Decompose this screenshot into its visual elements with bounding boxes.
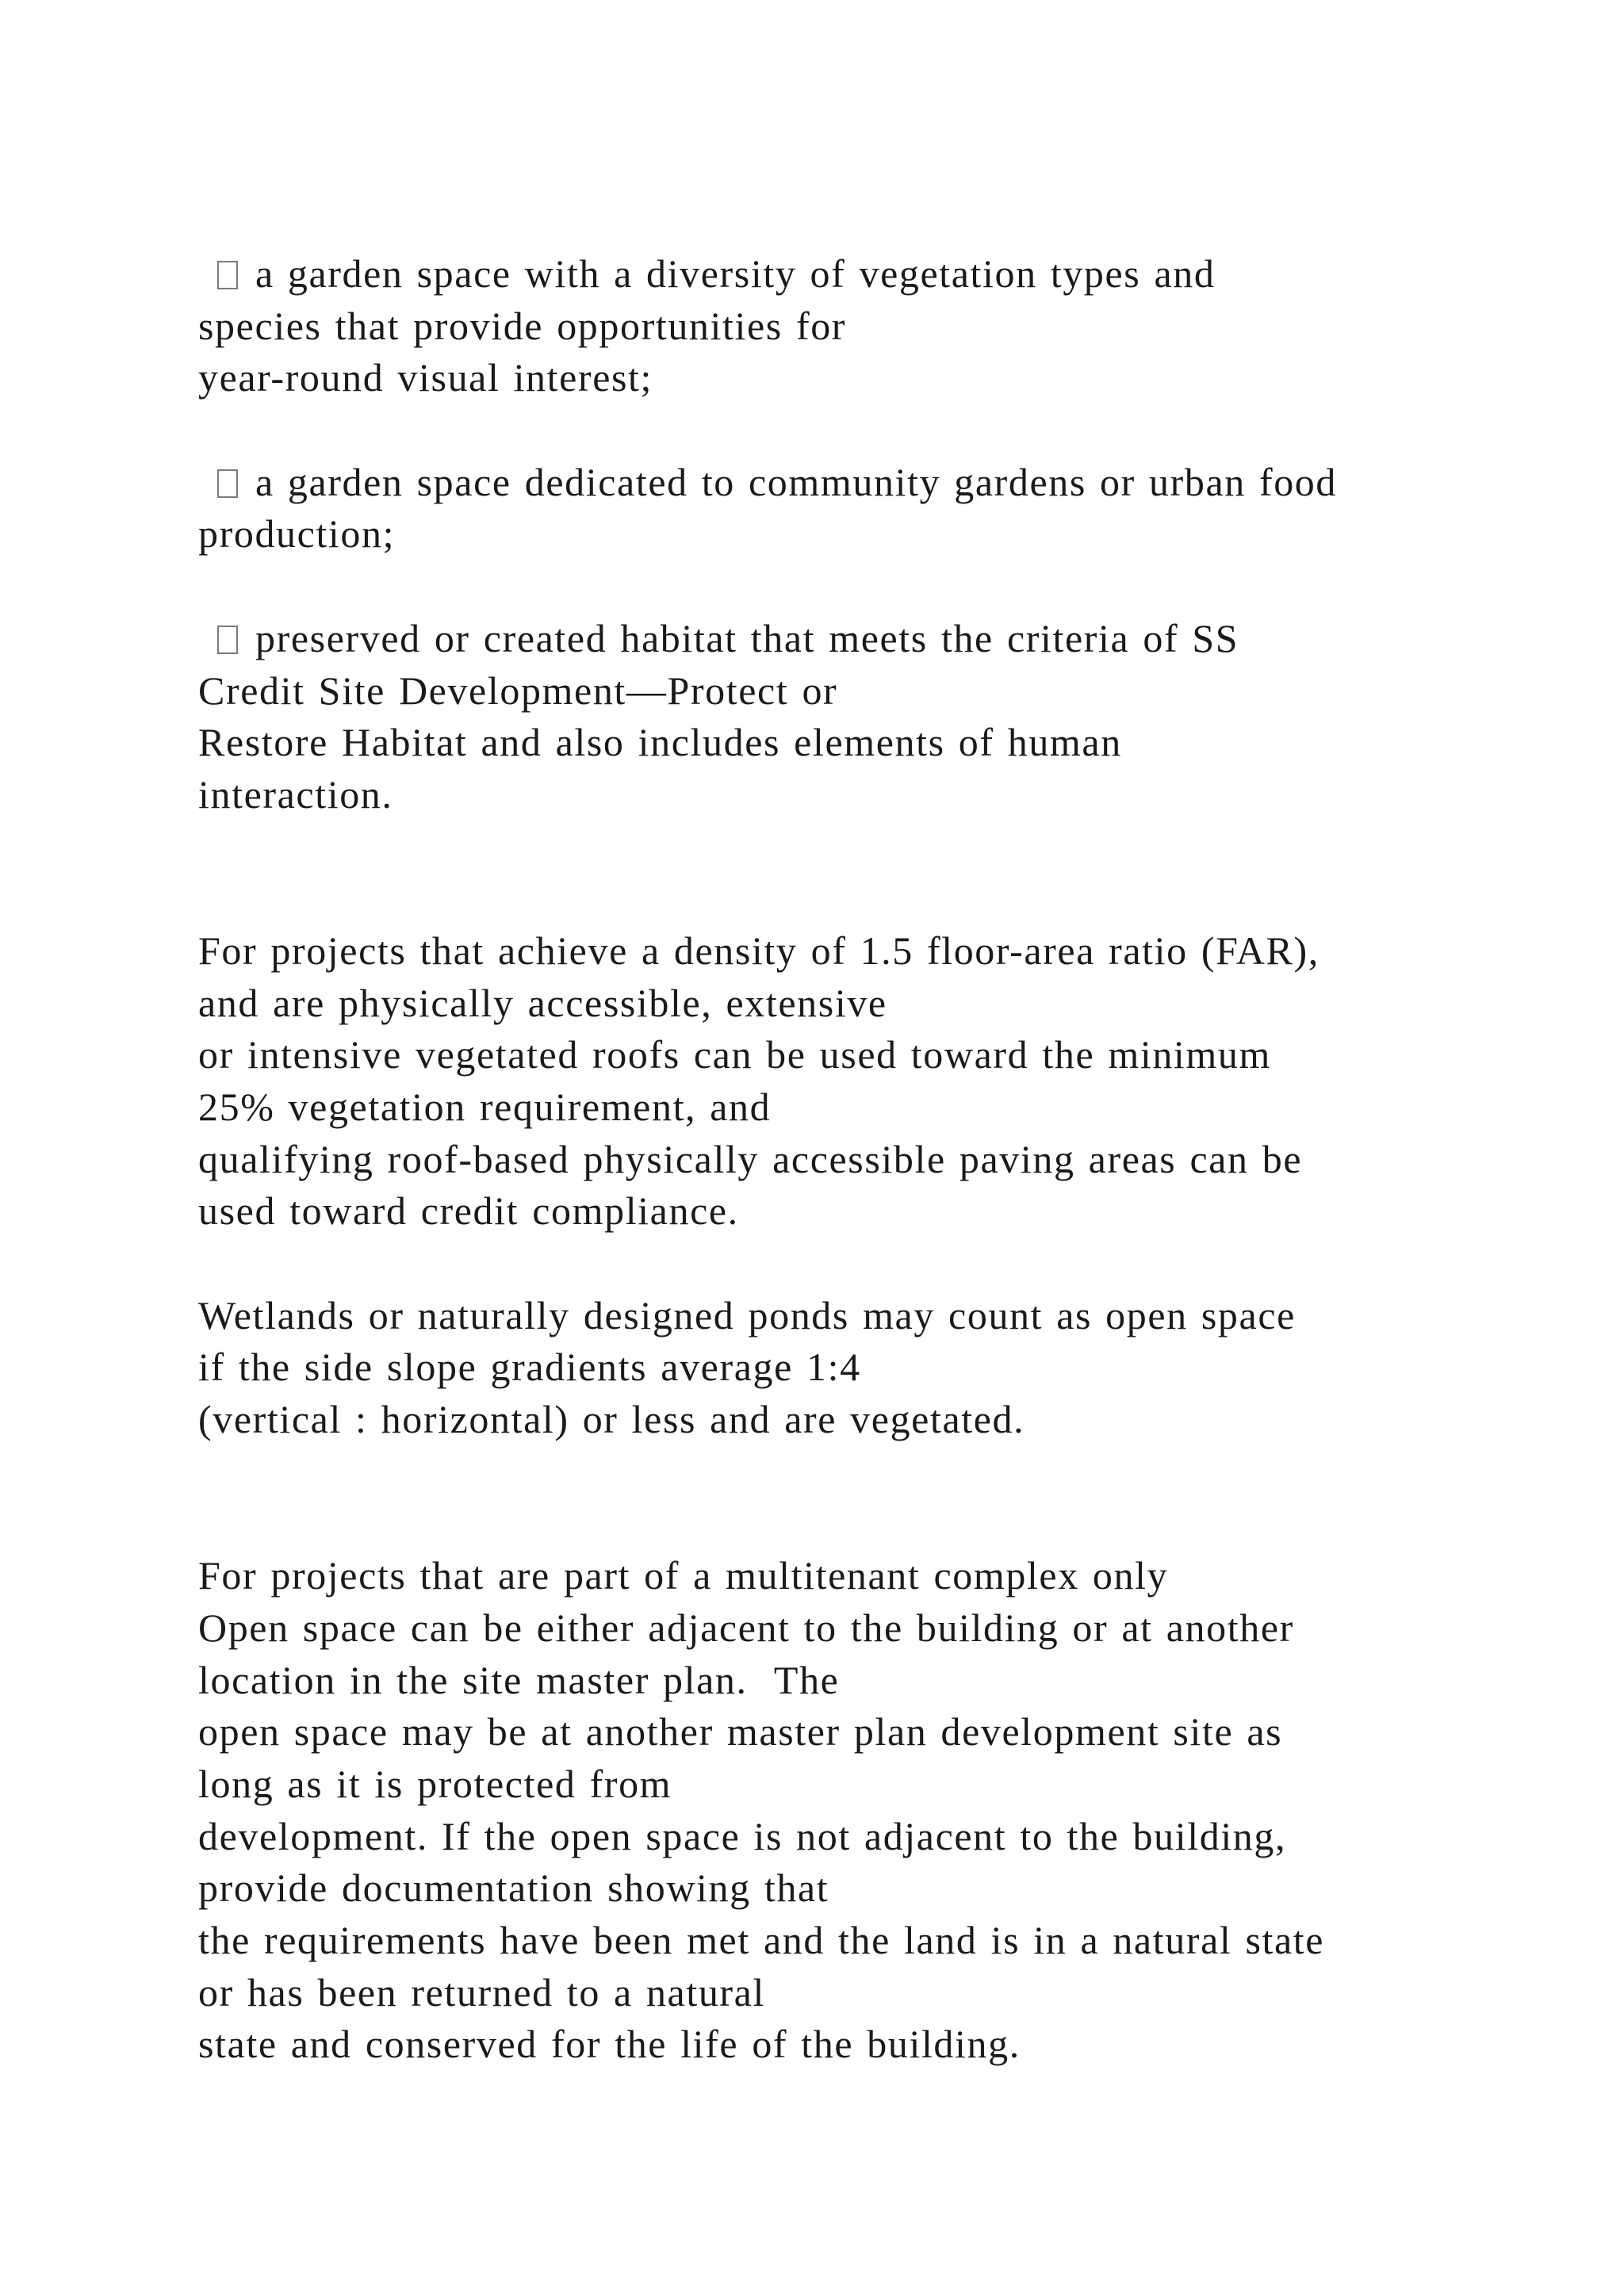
paragraph-multitenant-line-6: development. If the open space is not adjacent to the building, [198, 1813, 1287, 1858]
bullet-3-line-4: interaction. [198, 771, 393, 817]
paragraph-multitenant-line-1: For projects that are part of a multitenant complex only [198, 1553, 1169, 1598]
paragraph-multitenant-line-9: or has been returned to a natural [198, 1969, 765, 2015]
bullet-item-garden-diversity [198, 248, 1530, 404]
bullet-3-line-3: Restore Habitat and also includes elements of human [198, 720, 1122, 765]
paragraph-far-line-2: and are physically accessible, extensive [198, 980, 887, 1025]
bullet-item-community-gardens [198, 457, 1530, 561]
paragraph-wetlands [198, 1290, 1530, 1446]
paragraph-multitenant-line-10: state and conserved for the life of the building. [198, 2022, 1021, 2067]
spacer [198, 1498, 1530, 1551]
bullet-item-habitat [198, 613, 1530, 821]
paragraph-multitenant-line-7: provide documentation showing that [198, 1866, 829, 1911]
bullet-3-line-1: preserved or created habitat that meets the criteria of SS [255, 615, 1239, 660]
bullet-box-icon [217, 626, 238, 654]
bullet-box-icon [217, 469, 238, 498]
document-body [198, 248, 1530, 2071]
spacer [198, 561, 1530, 613]
bullet-1-line-2: species that provide opportunities for [198, 303, 847, 348]
paragraph-multitenant-line-8: the requirements have been met and the land is in a natural state [198, 1918, 1325, 1962]
bullet-1-line-1: a garden space with a diversity of vegetation types and [255, 251, 1216, 296]
bullet-1-line-3: year-round visual interest; [198, 355, 653, 400]
paragraph-wetlands-line-3: (vertical : horizontal) or less and are vegetated. [198, 1397, 1025, 1442]
paragraph-multitenant [198, 1550, 1530, 2071]
spacer [198, 873, 1530, 925]
paragraph-multitenant-line-3: location in the site master plan. The [198, 1657, 840, 1702]
paragraph-multitenant-line-2: Open space can be either adjacent to the building or at another [198, 1605, 1294, 1650]
paragraph-far-line-6: used toward credit compliance. [198, 1188, 739, 1234]
spacer [198, 1446, 1530, 1498]
bullet-box-icon [217, 261, 238, 289]
paragraph-far-line-3: or intensive vegetated roofs can be used toward the minimum [198, 1032, 1271, 1077]
paragraph-wetlands-line-1: Wetlands or naturally designed ponds may count as open space [198, 1292, 1296, 1337]
bullet-3-line-2: Credit Site Development—Protect or [198, 668, 838, 713]
paragraph-far-line-1: For projects that achieve a density of 1.5 floor-area ratio (FAR), [198, 928, 1320, 973]
bullet-2-line-2: production; [198, 511, 396, 557]
paragraph-far-line-4: 25% vegetation requirement, and [198, 1085, 772, 1129]
paragraph-wetlands-line-2: if the side slope gradients average 1:4 [198, 1345, 861, 1390]
paragraph-multitenant-line-5: long as it is protected from [198, 1761, 672, 1806]
bullet-2-line-1: a garden space dedicated to community gardens or urban food [255, 459, 1338, 504]
spacer [198, 404, 1530, 457]
paragraph-far [198, 925, 1530, 1238]
paragraph-multitenant-line-4: open space may be at another master plan development site as [198, 1709, 1283, 1755]
spacer [198, 1238, 1530, 1290]
spacer [198, 821, 1530, 874]
paragraph-far-line-5: qualifying roof-based physically accessible paving areas can be [198, 1136, 1303, 1181]
